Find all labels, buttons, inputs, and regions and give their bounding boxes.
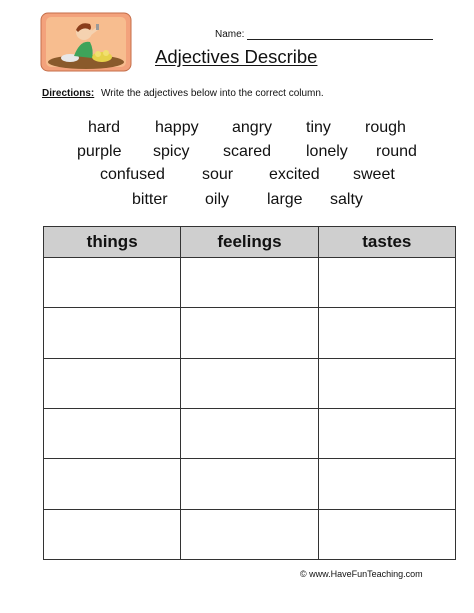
girl-eating-clipart-icon — [40, 12, 132, 72]
word-bank-item: tiny — [306, 119, 331, 136]
column-header-feelings: feelings — [181, 227, 318, 258]
answer-cell[interactable] — [181, 509, 318, 559]
sorting-table — [43, 226, 456, 560]
answer-cell[interactable] — [181, 459, 318, 509]
directions — [42, 88, 324, 99]
word-bank-item: rough — [365, 119, 406, 136]
answer-cell[interactable] — [44, 459, 181, 509]
word-bank-item: angry — [232, 119, 273, 136]
table-row — [44, 408, 456, 458]
answer-cell[interactable] — [318, 459, 455, 509]
answer-cell[interactable] — [318, 358, 455, 408]
copyright-footer: © www.HaveFunTeaching.com — [300, 569, 423, 579]
table-row — [44, 509, 456, 559]
name-label: Name: — [215, 29, 245, 40]
word-bank-item: lonely — [306, 143, 348, 160]
answer-cell[interactable] — [44, 258, 181, 308]
word-bank-item: purple — [77, 143, 122, 160]
word-bank-item: round — [376, 143, 417, 160]
word-bank-item: salty — [330, 191, 363, 208]
table-row — [44, 308, 456, 358]
word-bank-item: confused — [100, 166, 165, 183]
table-row — [44, 459, 456, 509]
word-bank-item: oily — [205, 191, 230, 208]
word-bank-item: hard — [88, 119, 121, 136]
column-header-things: things — [44, 227, 181, 258]
word-bank-item: excited — [269, 166, 320, 183]
answer-cell[interactable] — [181, 408, 318, 458]
answer-cell[interactable] — [44, 358, 181, 408]
column-header-tastes: tastes — [318, 227, 455, 258]
word-bank-item: sweet — [353, 166, 395, 183]
word-bank-item: happy — [155, 119, 199, 136]
name-line[interactable] — [247, 29, 433, 40]
directions-label: Directions: — [42, 88, 95, 99]
word-bank-item: bitter — [132, 191, 168, 208]
answer-cell[interactable] — [181, 358, 318, 408]
word-bank-item: sour — [202, 166, 234, 183]
answer-cell[interactable] — [181, 258, 318, 308]
directions-text: Write the adjectives below into the correct column. — [101, 88, 324, 99]
word-bank-item: scared — [223, 143, 272, 160]
word-bank-item: large — [267, 191, 303, 208]
name-field-row — [215, 29, 433, 40]
table-row — [44, 258, 456, 308]
table-row — [44, 358, 456, 408]
answer-cell[interactable] — [44, 408, 181, 458]
word-bank-item: spicy — [153, 143, 190, 160]
answer-cell[interactable] — [44, 308, 181, 358]
answer-cell[interactable] — [318, 509, 455, 559]
answer-cell[interactable] — [318, 408, 455, 458]
page-title: Adjectives Describe — [155, 46, 318, 67]
answer-cell[interactable] — [318, 308, 455, 358]
answer-cell[interactable] — [318, 258, 455, 308]
answer-cell[interactable] — [181, 308, 318, 358]
answer-cell[interactable] — [44, 509, 181, 559]
